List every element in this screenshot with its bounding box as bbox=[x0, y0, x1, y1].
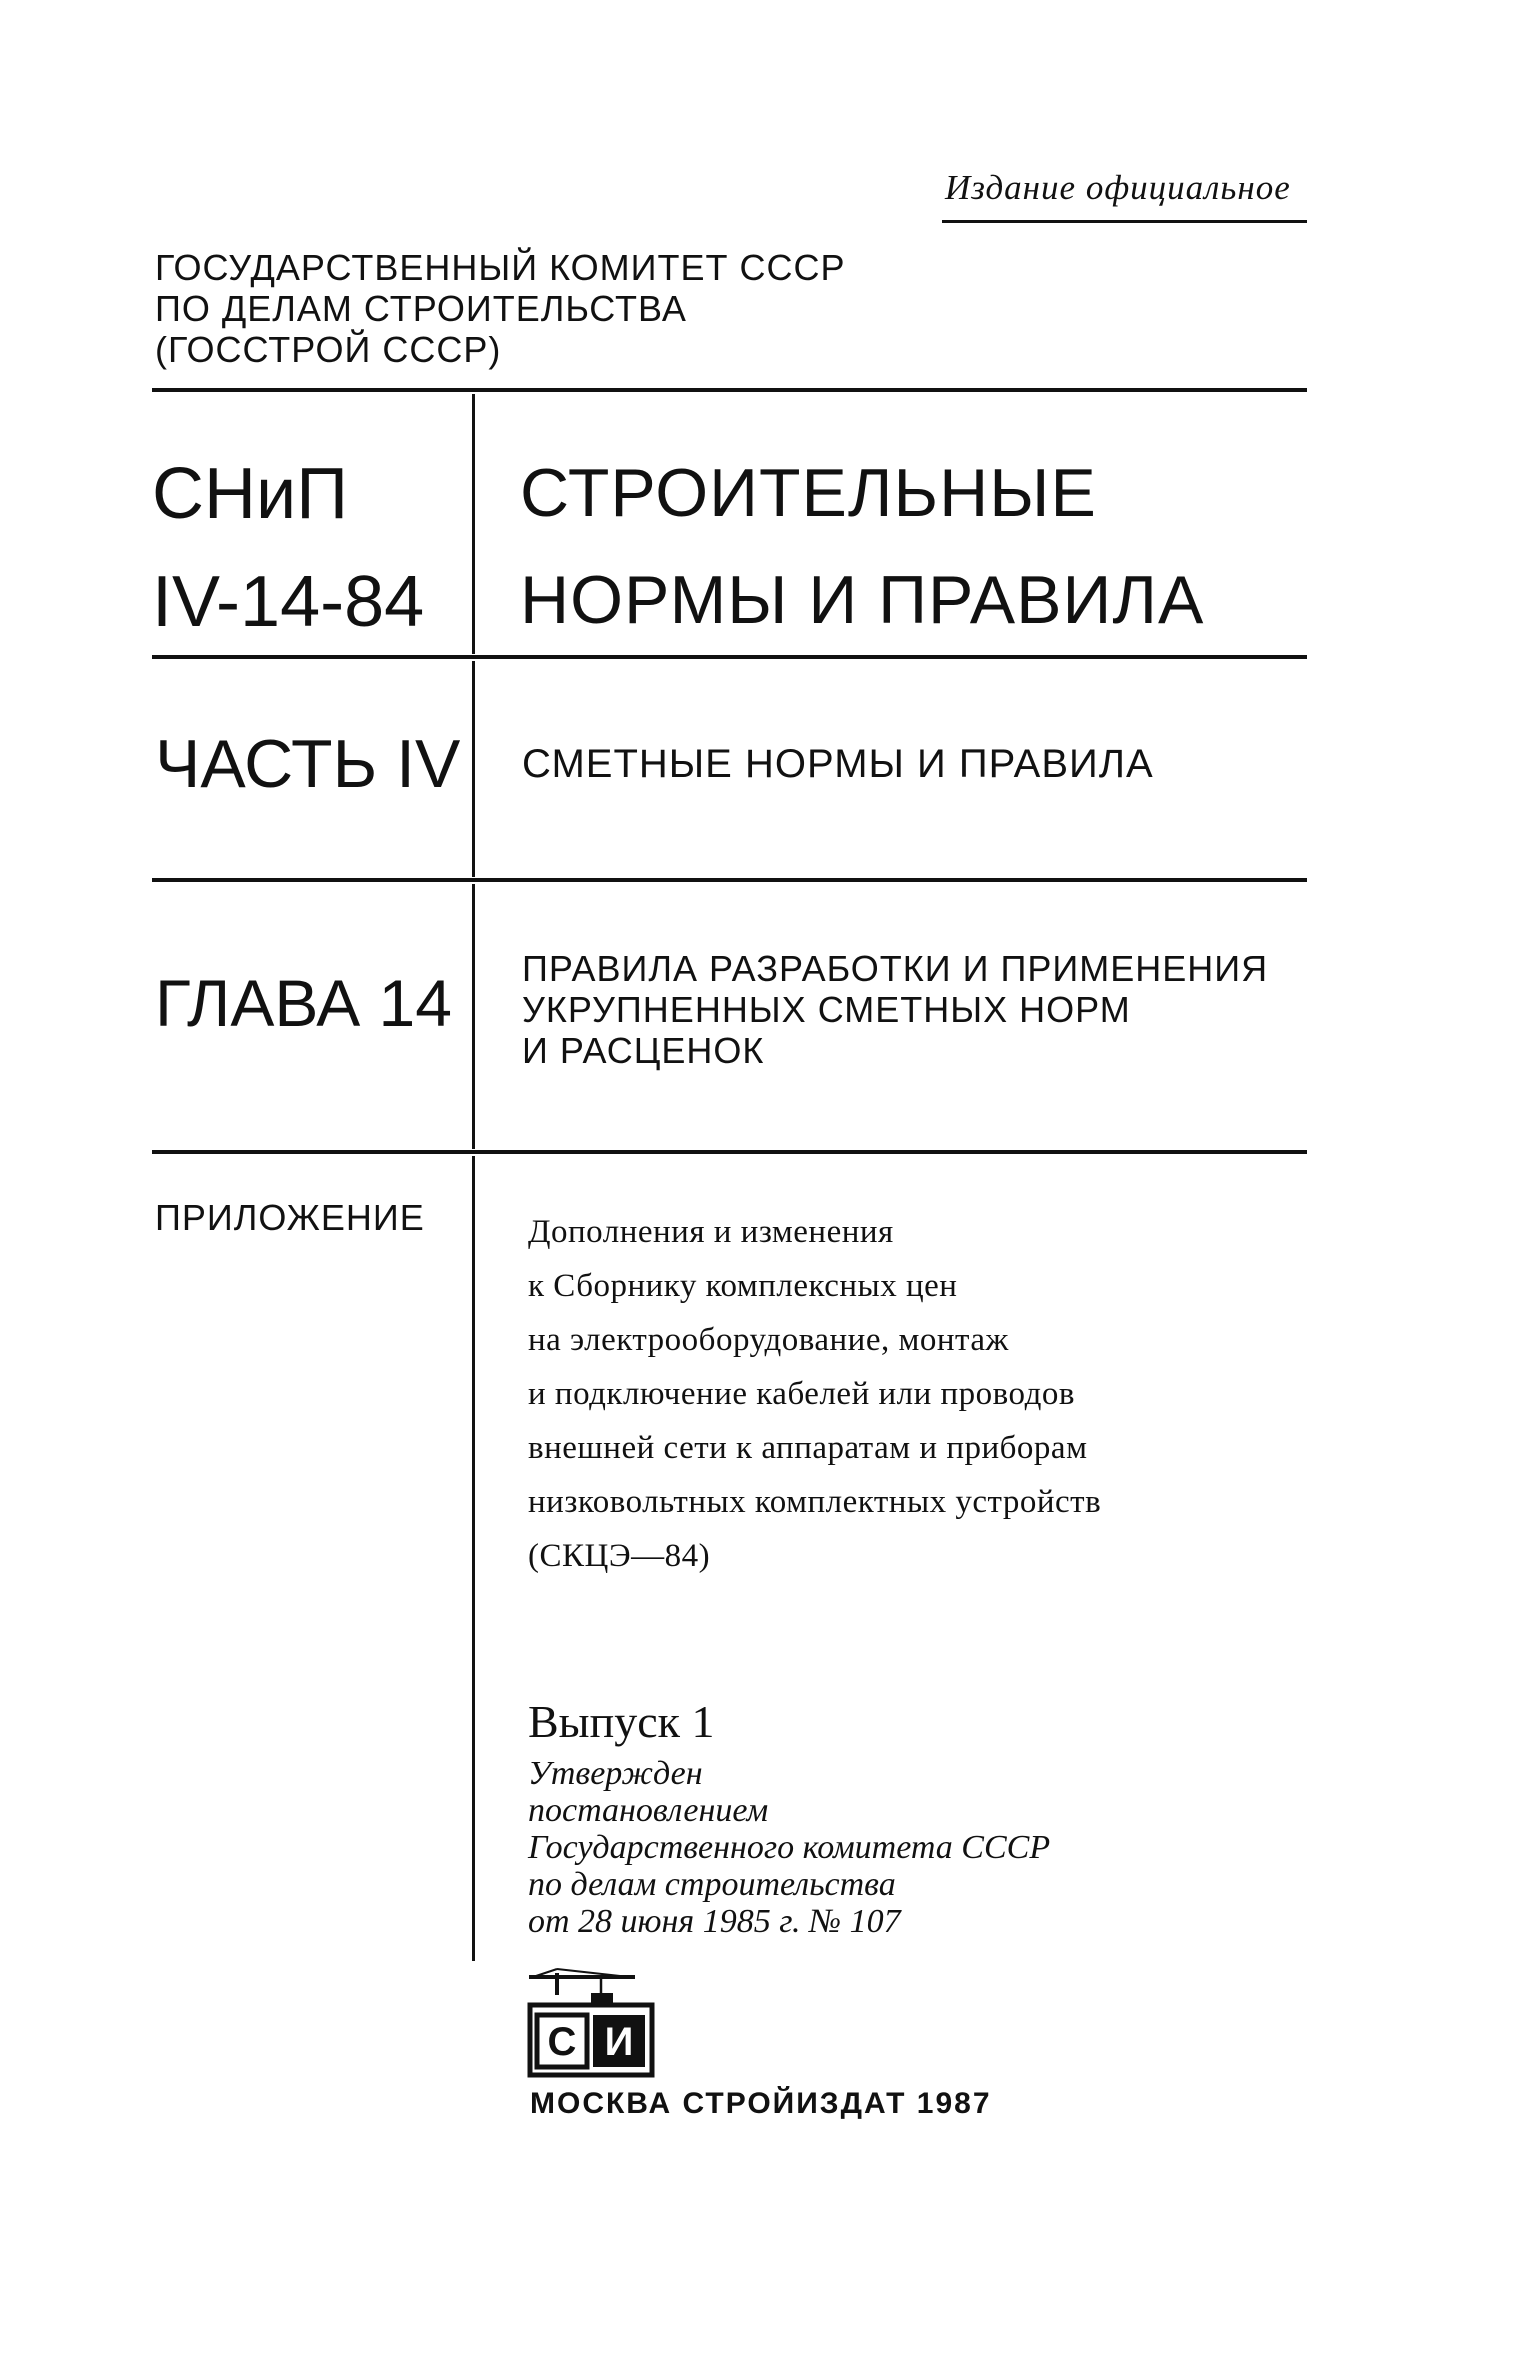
approval-line-5: от 28 июня 1985 г. № 107 bbox=[528, 1903, 901, 1940]
chapter-title bbox=[522, 948, 1268, 1071]
appendix-text bbox=[528, 1205, 1101, 1583]
snip-code bbox=[152, 440, 424, 656]
snip-title-line-2: НОРМЫ И ПРАВИЛА bbox=[520, 562, 1205, 638]
snip-title-line-1: СТРОИТЕЛЬНЫЕ bbox=[520, 455, 1097, 531]
divider-1 bbox=[152, 388, 1307, 392]
divider-3 bbox=[152, 878, 1307, 882]
organization-line-1: ГОСУДАРСТВЕННЫЙ КОМИТЕТ СССР bbox=[155, 247, 846, 288]
chapter-title-line-2: УКРУПНЕННЫХ СМЕТНЫХ НОРМ bbox=[522, 989, 1131, 1030]
organization-line-3: (ГОССТРОЙ СССР) bbox=[155, 329, 502, 370]
part-title: СМЕТНЫЕ НОРМЫ И ПРАВИЛА bbox=[522, 742, 1154, 786]
edition-underline bbox=[942, 220, 1307, 223]
column-divider-4 bbox=[472, 1156, 475, 1961]
appendix-line-6: низковольтных комплектных устройств bbox=[528, 1484, 1102, 1520]
appendix-line-3: на электрооборудование, монтаж bbox=[528, 1322, 1009, 1358]
appendix-line-1: Дополнения и изменения bbox=[528, 1214, 894, 1250]
appendix-line-4: и подключение кабелей или проводов bbox=[528, 1376, 1075, 1412]
approval-line-2: постановлением bbox=[528, 1792, 769, 1829]
issue-number: Выпуск 1 bbox=[528, 1696, 715, 1747]
logo-letter-right: И bbox=[604, 2020, 634, 2064]
snip-title bbox=[520, 440, 1204, 654]
part-label: ЧАСТЬ IV bbox=[155, 726, 461, 802]
snip-code-line-1: СНиП bbox=[152, 454, 348, 534]
chapter-label: ГЛАВА 14 bbox=[155, 966, 452, 1040]
appendix-line-7: (СКЦЭ—84) bbox=[528, 1538, 711, 1574]
appendix-line-5: внешней сети к аппаратам и приборам bbox=[528, 1430, 1088, 1466]
column-divider-2 bbox=[472, 661, 475, 877]
publisher-logo-icon bbox=[527, 1963, 657, 2078]
organization-line-2: ПО ДЕЛАМ СТРОИТЕЛЬСТВА bbox=[155, 288, 687, 329]
column-divider-3 bbox=[472, 884, 475, 1149]
edition-note: Издание официальное bbox=[945, 168, 1291, 207]
approval-note bbox=[528, 1755, 1050, 1940]
snip-code-line-2: IV-14-84 bbox=[152, 562, 425, 642]
organization-block bbox=[155, 247, 846, 370]
divider-4 bbox=[152, 1150, 1307, 1154]
approval-line-3: Государственного комитета СССР bbox=[528, 1829, 1051, 1866]
chapter-title-line-3: И РАСЦЕНОК bbox=[522, 1030, 765, 1071]
publisher-line: МОСКВА СТРОЙИЗДАТ 1987 bbox=[530, 2087, 992, 2120]
appendix-label: ПРИЛОЖЕНИЕ bbox=[155, 1197, 425, 1238]
approval-line-1: Утвержден bbox=[528, 1755, 703, 1792]
chapter-title-line-1: ПРАВИЛА РАЗРАБОТКИ И ПРИМЕНЕНИЯ bbox=[522, 948, 1269, 989]
appendix-line-2: к Сборнику комплексных цен bbox=[528, 1268, 958, 1304]
logo-letter-left: С bbox=[547, 2020, 577, 2064]
column-divider-1 bbox=[472, 394, 475, 654]
approval-line-4: по делам строительства bbox=[528, 1866, 896, 1903]
